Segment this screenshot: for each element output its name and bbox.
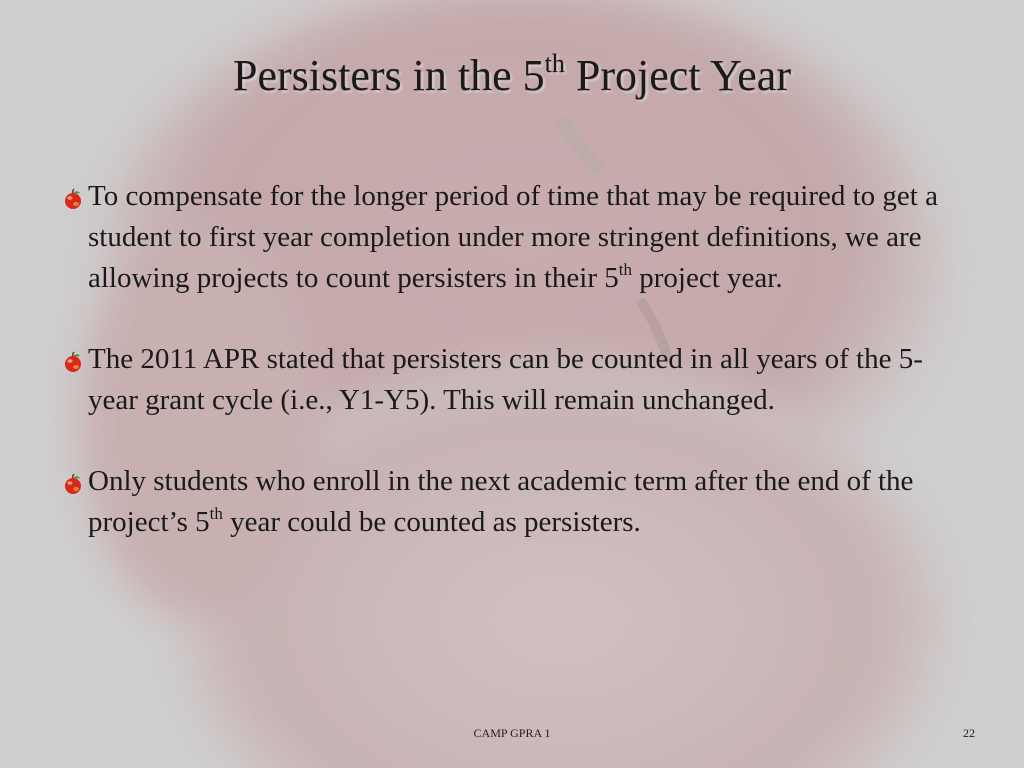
title-text-start: Persisters in the 5 [233, 51, 545, 100]
apple-icon [62, 351, 84, 373]
footer-label: CAMP GPRA 1 [473, 726, 551, 740]
bullet-item [60, 461, 960, 543]
title-text-end: Project Year [564, 51, 791, 100]
bullet-text-start: To compensate for the longer period of time that may be required to get a student to first year completion under more stringent definitions, we are allowing projects to count persisters in their 5 [88, 180, 938, 294]
bullet-text-start: The 2011 APR stated that persisters can be counted in all years of the 5-year grant cycle (i.e., Y1-Y5). This will remain unchanged. [88, 343, 923, 416]
bullet-superscript: th [209, 504, 223, 523]
bullet-item [60, 339, 960, 421]
bullet-superscript: th [618, 260, 632, 279]
bullet-text-end: year could be counted as persisters. [222, 506, 641, 538]
title-superscript: th [544, 49, 565, 78]
apple-icon [62, 473, 84, 495]
slide-number: 22 [963, 726, 975, 740]
bullet-text-start: Only students who enroll in the next academic term after the end of the project’s 5 [88, 465, 914, 538]
bullet-item [60, 176, 960, 299]
bullet-list [60, 176, 960, 543]
apple-icon [62, 188, 84, 210]
slide-title [0, 46, 1024, 106]
bullet-text-end: project year. [632, 262, 783, 294]
